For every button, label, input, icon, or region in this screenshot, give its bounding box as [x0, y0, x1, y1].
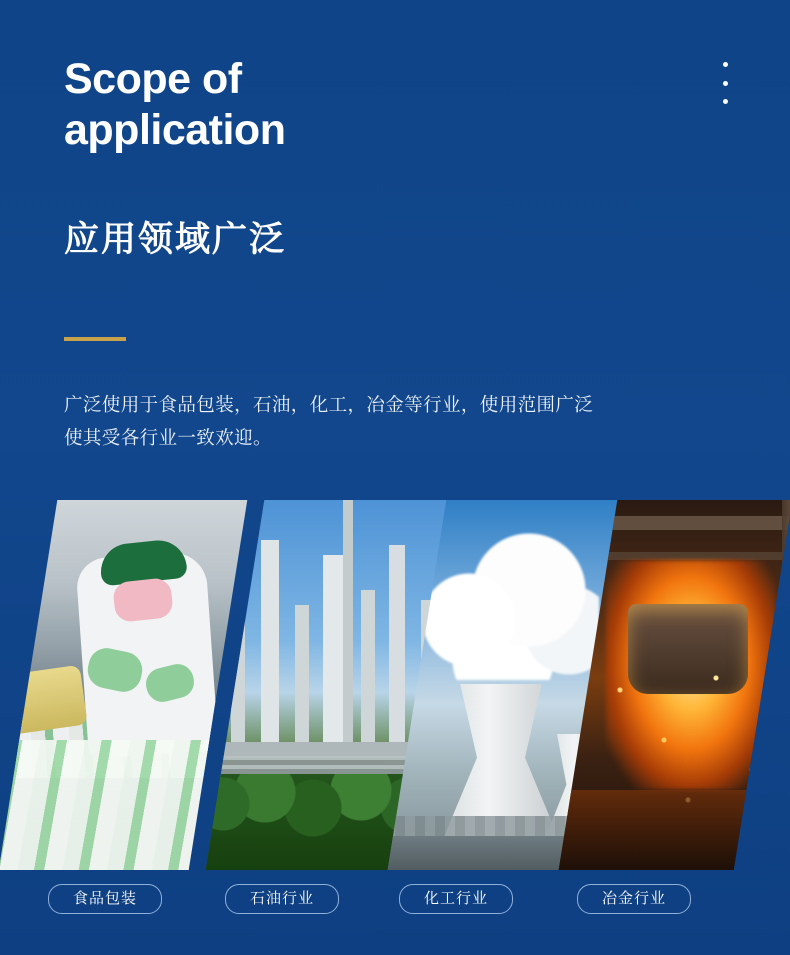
food-packaging-photo [0, 500, 247, 870]
kebab-dot-3 [723, 99, 728, 104]
description-text [64, 388, 744, 454]
caption-chemical[interactable]: 化工行业 [399, 884, 513, 914]
gallery-captions [0, 884, 790, 924]
structural-column [782, 500, 790, 870]
refinery-tower [361, 590, 375, 750]
refinery-tower [323, 555, 343, 750]
foundry-floor [559, 790, 790, 870]
page-title-english [64, 54, 604, 156]
refinery-tower [231, 580, 245, 750]
page-title-chinese: 应用领域广泛 [64, 220, 287, 259]
title-english-line-1: Scope of [64, 55, 242, 103]
refinery-tower [295, 605, 309, 750]
food-packaging-scene [0, 500, 247, 870]
caption-petroleum[interactable]: 石油行业 [225, 884, 339, 914]
kebab-dot-1 [723, 62, 728, 67]
worker-mask [112, 577, 174, 623]
title-divider [64, 337, 126, 341]
title-english-line-2: application [64, 106, 286, 154]
refinery-flare-stack [343, 500, 353, 750]
refinery-tower [261, 540, 279, 750]
refinery-tower [389, 545, 405, 750]
caption-metallurgy[interactable]: 冶金行业 [577, 884, 691, 914]
gallery-item-food-packaging[interactable] [0, 500, 247, 870]
caption-food-packaging[interactable]: 食品包装 [48, 884, 162, 914]
description-line-2: 使其受各行业一致欢迎。 [64, 427, 272, 448]
kebab-menu-icon[interactable] [715, 62, 735, 104]
description-line-1: 广泛使用于食品包装，石油，化工，冶金等行业，使用范围广泛 [64, 394, 594, 415]
kebab-dot-2 [723, 81, 728, 86]
gallery-strip [0, 500, 790, 875]
steam-plume [419, 530, 599, 680]
product-box [0, 665, 88, 736]
